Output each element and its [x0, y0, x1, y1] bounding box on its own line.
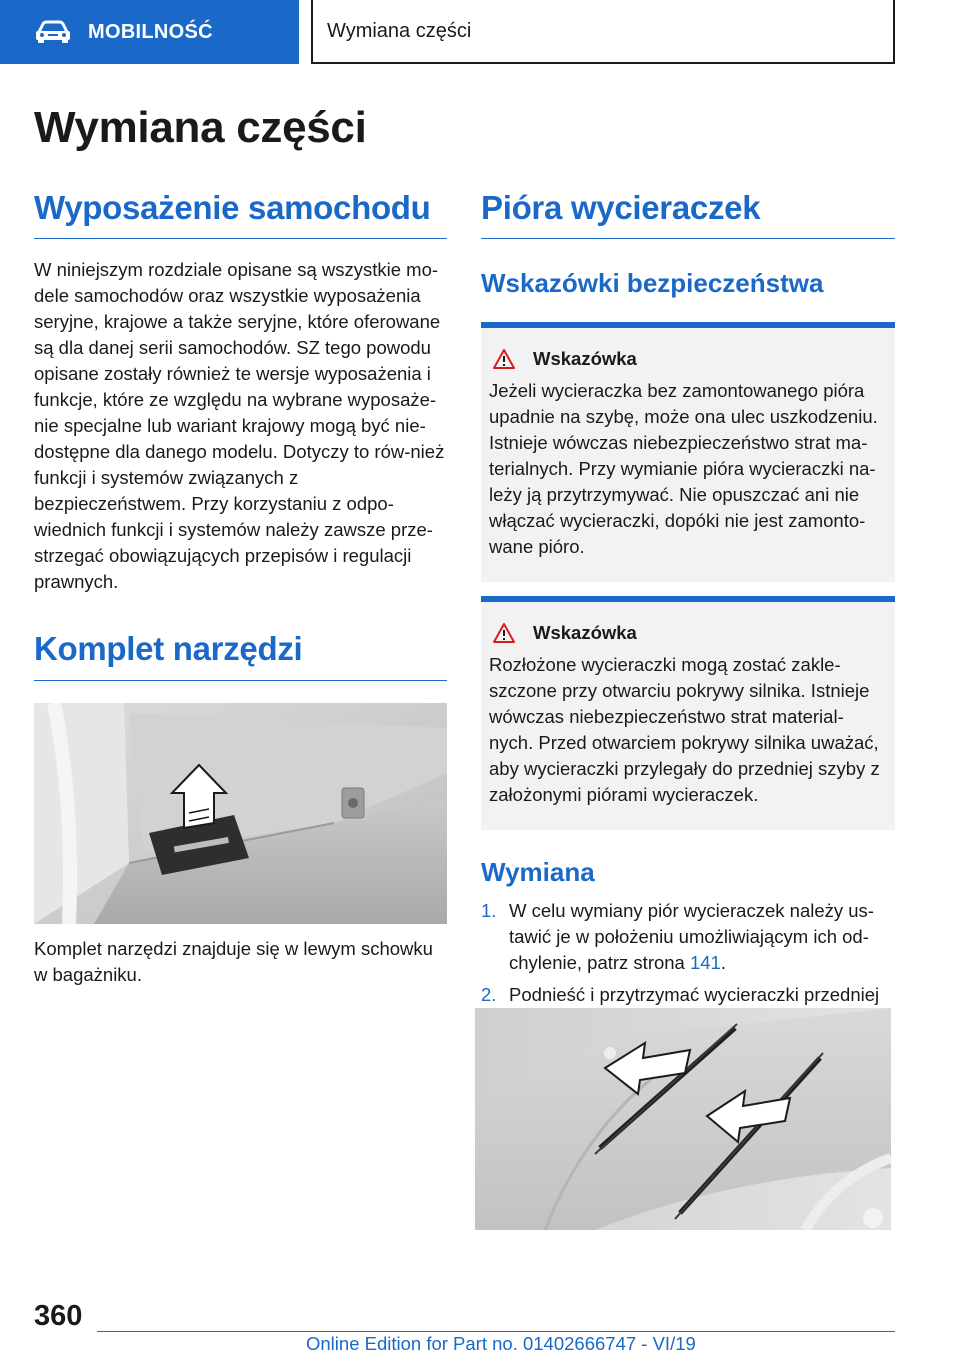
car-icon — [34, 20, 72, 44]
safety-heading: Wskazówki bezpieczeństwa — [481, 268, 824, 299]
section-tab — [0, 0, 299, 64]
equipment-heading: Wyposażenie samochodu — [34, 190, 447, 239]
replacement-heading: Wymiana — [481, 856, 595, 887]
note-header — [489, 348, 887, 370]
list-item — [481, 898, 895, 976]
note-text: Rozłożone wycieraczki mogą zostać zakle-szczone przy otwarciu pokrywy silnika. Istnieje wówczas niebezpieczeństwo strat material-nych. Przed otwarciem pokrywy silnika uważać, aby wycieraczki przylegały do przedniej szyby z założonymi piórami wycieraczek. — [489, 653, 880, 805]
warning-icon — [493, 349, 515, 369]
step-number: 2. — [481, 984, 497, 1006]
page-number: 360 — [34, 1300, 83, 1332]
step-text — [509, 898, 895, 976]
step-text-part: W celu wymiany piór wycieraczek należy us-tawić je w położeniu umożliwiającym ich od-chylenie, patrz strona — [509, 900, 874, 974]
footer-edition: Online Edition for Part no. 01402666747 - VI/19 — [306, 1333, 696, 1354]
chapter-box — [311, 0, 895, 64]
step-text: Podnieść i przytrzymać wycieraczki przedniej — [509, 984, 880, 1006]
wipers-heading: Pióra wycieraczek — [481, 190, 895, 239]
note-title: Wskazówka — [533, 621, 637, 643]
toolkit-text: Komplet narzędzi znajduje się w lewym schowku w bagażniku. — [34, 937, 433, 985]
page-title: Wymiana części — [34, 103, 367, 152]
note-title: Wskazówka — [533, 347, 637, 369]
warning-note — [481, 596, 895, 830]
toolkit-heading: Komplet narzędzi — [34, 631, 447, 680]
right-column — [481, 190, 895, 1034]
left-column — [34, 190, 447, 988]
step-number: 1. — [481, 900, 497, 922]
page-reference-link[interactable]: 141 — [689, 952, 721, 974]
step-text-part: . — [720, 952, 726, 974]
note-header — [489, 622, 887, 644]
wiper-replacement-image — [475, 1008, 891, 1230]
note-text: Jeżeli wycieraczka bez zamontowanego pióra upadnie na szybę, może ona ulec uszkodzeniu. Istnieje wówczas niebezpieczeństwo strat ma-terialnych. Przy wymianie pióra wycieraczki na-leży ją przytrzymywać. Nie opuszczać ani nie włączać wycieraczki, dopóki nie jest zamonto-wane pióro. — [489, 379, 878, 557]
warning-note — [481, 322, 895, 582]
warning-icon — [493, 623, 515, 643]
equipment-text: W niniejszym rozdziale opisane są wszystkie mo-dele samochodów oraz wszystkie wyposażenia seryjne, krajowe a także seryjne, które oferowane są dla danej serii samochodów. SZ tego powodu opisane zostały również te wersje wyposażenia i funkcje, które ze względu na wybrane wyposaże-nie specjalne lub wariant krajowy mogą być nie-dostępne dla danego modelu. Dotyczy to rów-nież funkcji i systemów związanych z bezpieczeństwem. Przy korzystaniu z odpo-wiednich funkcji i systemów należy zawsze prze-strzegać obowiązujących przepisów i regulacji prawnych. — [34, 259, 445, 593]
trunk-toolkit-image — [34, 703, 447, 924]
section-label: MOBILNOŚĆ — [88, 20, 213, 43]
footer-divider — [97, 1331, 895, 1332]
chapter-label: Wymiana części — [327, 19, 472, 42]
